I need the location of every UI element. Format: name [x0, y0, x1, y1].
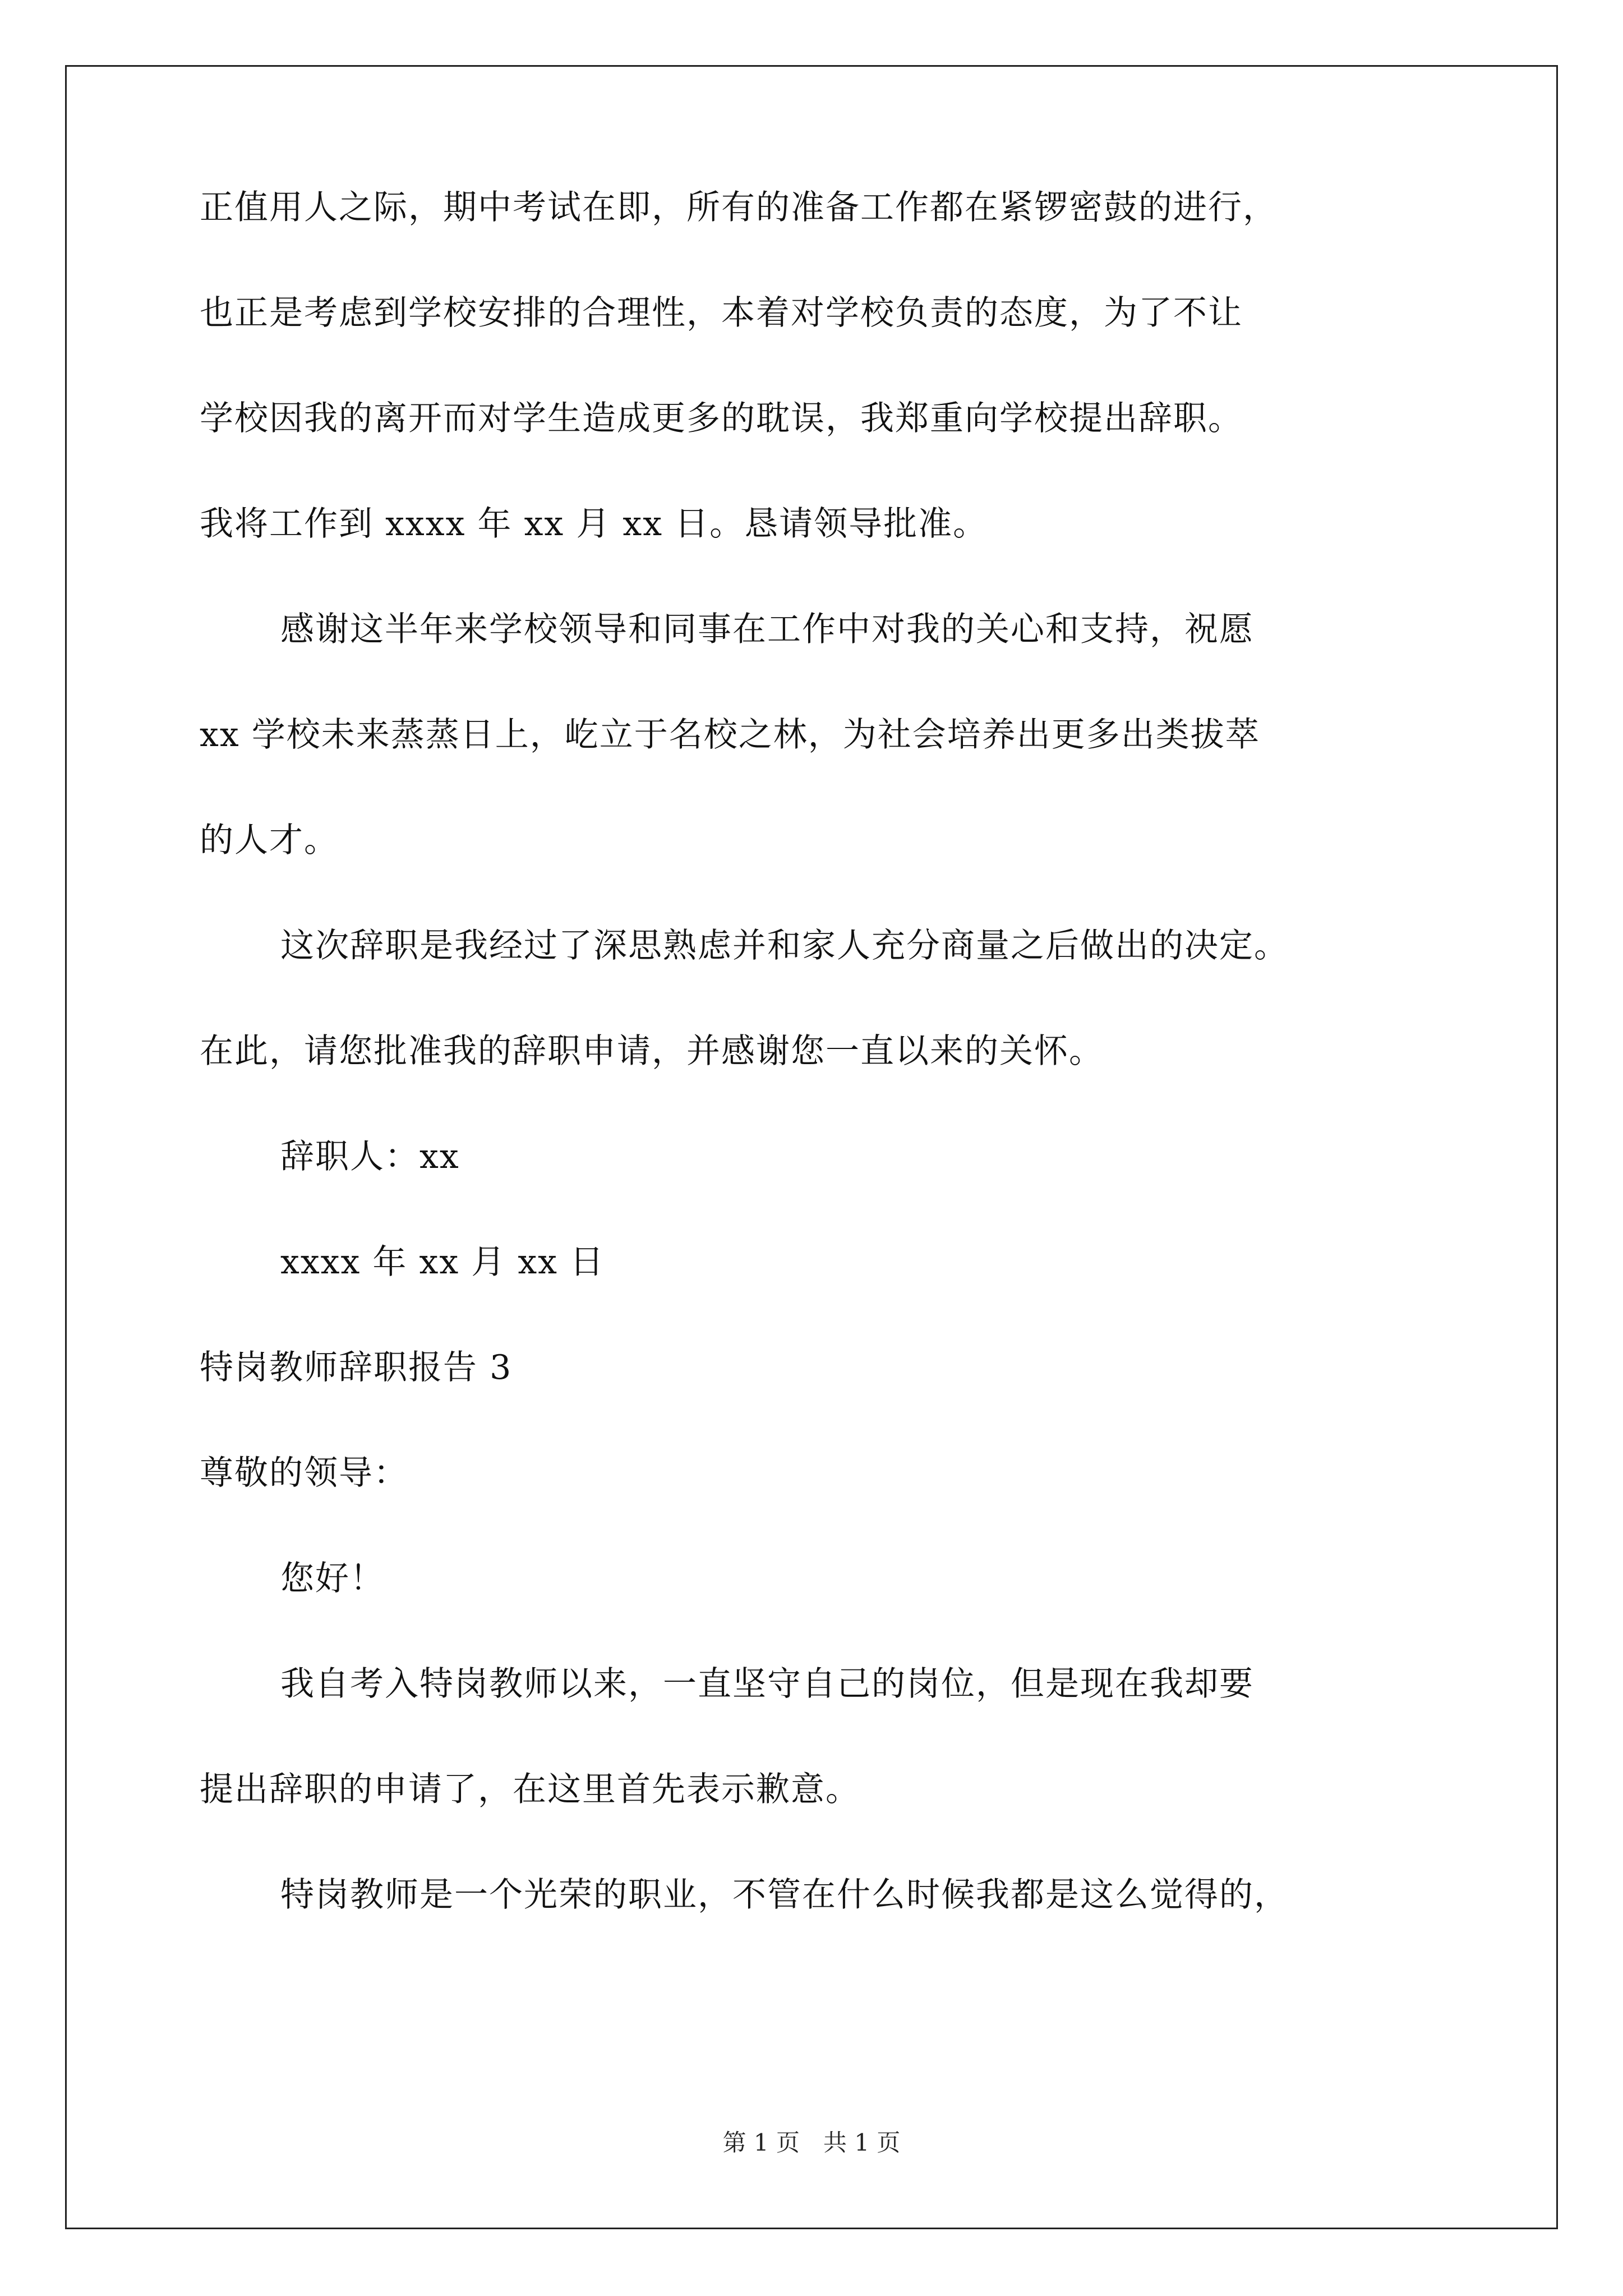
text-line: 正值用人之际，期中考试在即，所有的准备工作都在紧锣密鼓的进行，: [200, 188, 1278, 227]
paragraph-start: 感谢这半年来学校领导和同事在工作中对我的关心和支持，祝愿: [280, 610, 1254, 649]
date-line: xxxx 年 xx 月 xx 日: [280, 1243, 605, 1282]
text-line: 也正是考虑到学校安排的合理性，本着对学校负责的态度，为了不让: [200, 293, 1243, 333]
text-line: 在此，请您批准我的辞职申请，并感谢您一直以来的关怀。: [200, 1032, 1104, 1071]
paragraph-start: 特岗教师是一个光荣的职业，不管在什么时候我都是这么觉得的，: [280, 1875, 1289, 1915]
section-title: 特岗教师辞职报告 3: [200, 1348, 513, 1387]
paragraph-start: 我自考入特岗教师以来，一直坚守自己的岗位，但是现在我却要: [280, 1664, 1254, 1704]
signatory-line: 辞职人：xx: [280, 1137, 460, 1176]
text-line: 的人才。: [200, 821, 339, 860]
salutation: 尊敬的领导：: [200, 1453, 408, 1493]
greeting: 您好！: [280, 1559, 385, 1598]
text-line: 提出辞职的申请了，在这里首先表示歉意。: [200, 1770, 860, 1809]
text-line: 我将工作到 xxxx 年 xx 月 xx 日。恳请领导批准。: [200, 504, 988, 544]
page-number-footer: 第 1 页 共 1 页: [722, 2129, 901, 2156]
text-line: xx 学校未来蒸蒸日上，屹立于名校之林，为社会培养出更多出类拔萃: [200, 715, 1260, 754]
paragraph-start: 这次辞职是我经过了深思熟虑并和家人充分商量之后做出的决定。: [280, 926, 1289, 965]
text-line: 学校因我的离开而对学生造成更多的耽误，我郑重向学校提出辞职。: [200, 399, 1243, 438]
